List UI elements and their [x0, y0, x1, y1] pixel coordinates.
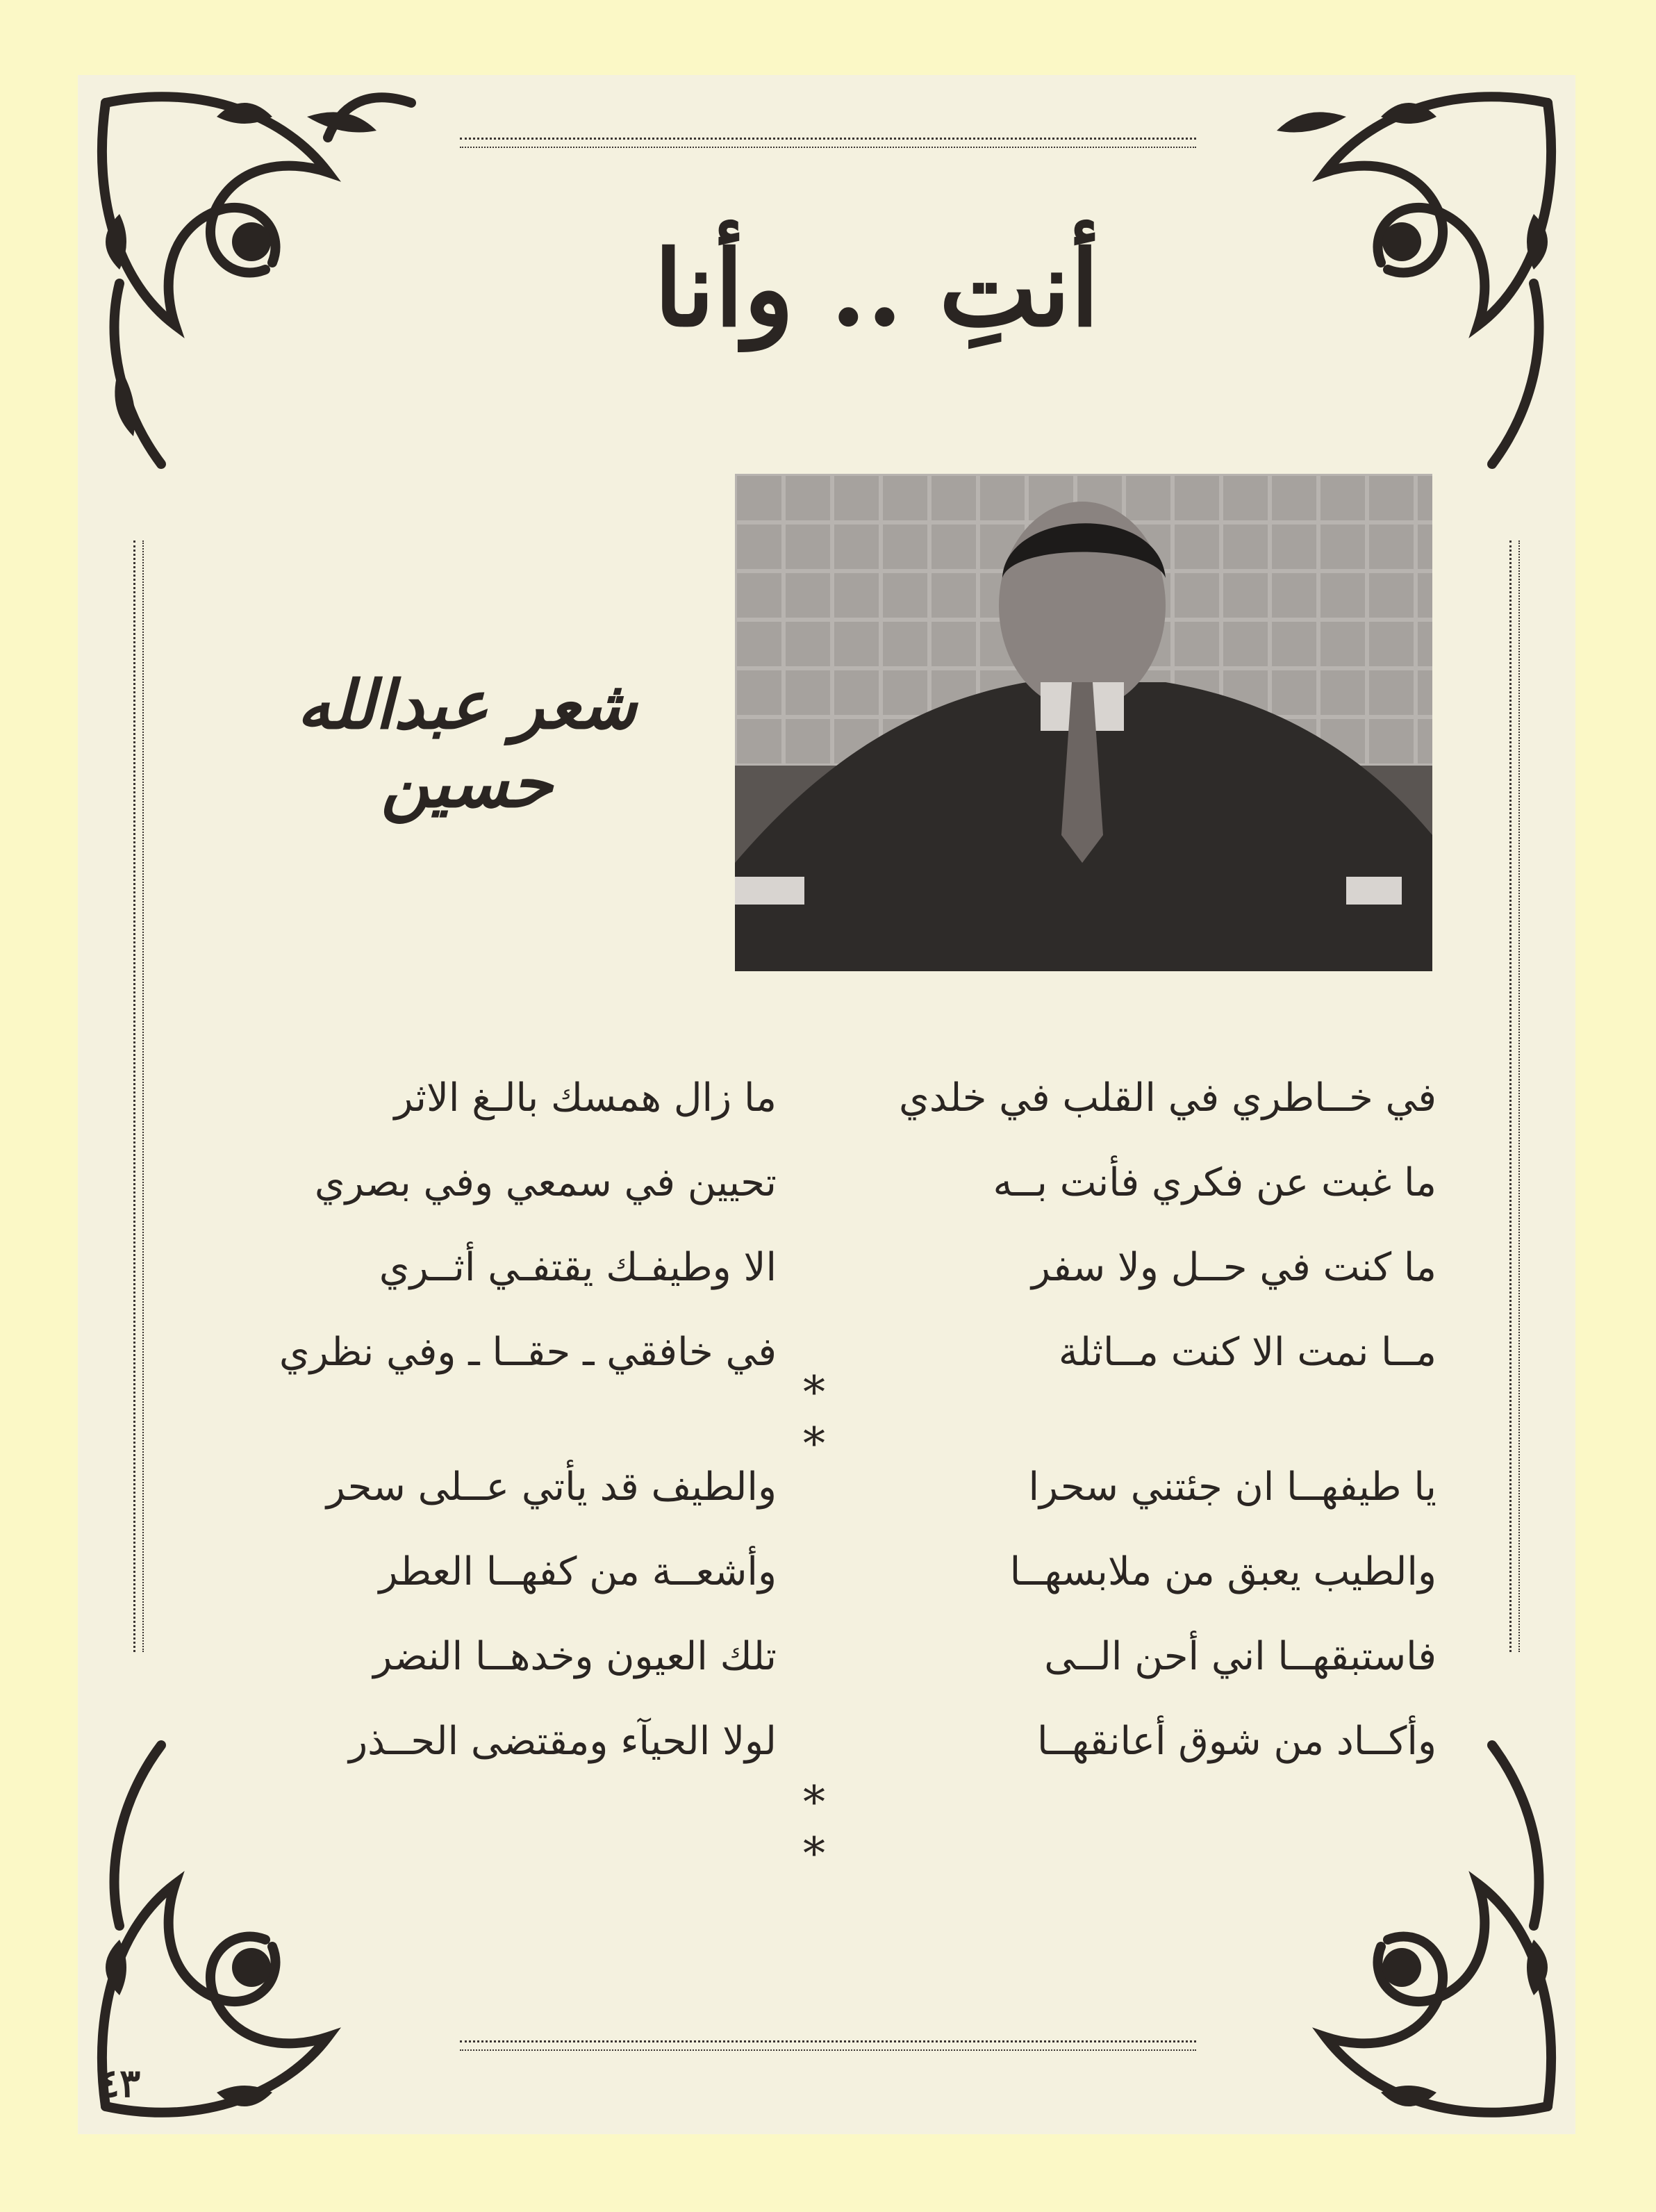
verse-line: وأشعــة من كفهــا العطر — [379, 1549, 777, 1594]
portrait-photo — [735, 474, 1432, 971]
verse-line: ما زال همسك بالـغ الاثر — [394, 1075, 777, 1121]
verse-line: لولا الحيآء ومقتضى الحــذر — [349, 1719, 777, 1764]
magazine-page — [78, 75, 1575, 2134]
verse-line: في خــاطري في القلب في خلدي — [899, 1075, 1436, 1121]
verse-line: ما غبت عن فكري فأنت بــه — [993, 1160, 1436, 1205]
stanza-2-right-hemistichs — [909, 1445, 1436, 1784]
verse-line: في خافقي ـ حقــا ـ وفي نظري — [279, 1330, 777, 1375]
stanza-1-right-hemistichs — [899, 1056, 1436, 1395]
verse-line: وأكــاد من شوق أعانقهــا — [1036, 1719, 1436, 1764]
verse-line: والطيف قد يأتي عــلى سحر — [326, 1464, 777, 1510]
stanza-2-left-hemistichs — [249, 1445, 777, 1784]
poem-title: أنتِ .. وأنا — [654, 228, 1100, 350]
verse-line: يا طيفهــا ان جئتني سحرا — [1028, 1464, 1436, 1510]
verse-line: تلك العيون وخدهــا النضر — [373, 1634, 777, 1679]
right-dotted-rule — [1509, 540, 1520, 1652]
verse-line: تحيين في سمعي وفي بصري — [314, 1160, 777, 1205]
corner-ornament-top-right — [1214, 75, 1575, 492]
corner-ornament-top-left — [78, 75, 439, 492]
left-dotted-rule — [133, 540, 144, 1652]
stanza-1-left-hemistichs — [249, 1056, 777, 1395]
stanza-separator: * * — [803, 1367, 846, 1470]
end-separator: * * — [803, 1777, 846, 1880]
page-number: ٤٣ — [99, 2061, 141, 2106]
verse-line: فاستبقهــا اني أحن الــى — [1044, 1634, 1436, 1679]
verse-line: الا وطيفـك يقتفـي أثــري — [379, 1245, 777, 1290]
bottom-dotted-rule — [460, 2040, 1196, 2051]
verse-line: والطيب يعبق من ملابسهــا — [1009, 1549, 1436, 1594]
verse-line: مــا نمت الا كنت مــاثلة — [1058, 1330, 1436, 1375]
poet-byline: شعر عبدالله حسين — [297, 666, 637, 823]
top-dotted-rule — [460, 138, 1196, 148]
verse-line: ما كنت في حــل ولا سفر — [1031, 1245, 1436, 1290]
